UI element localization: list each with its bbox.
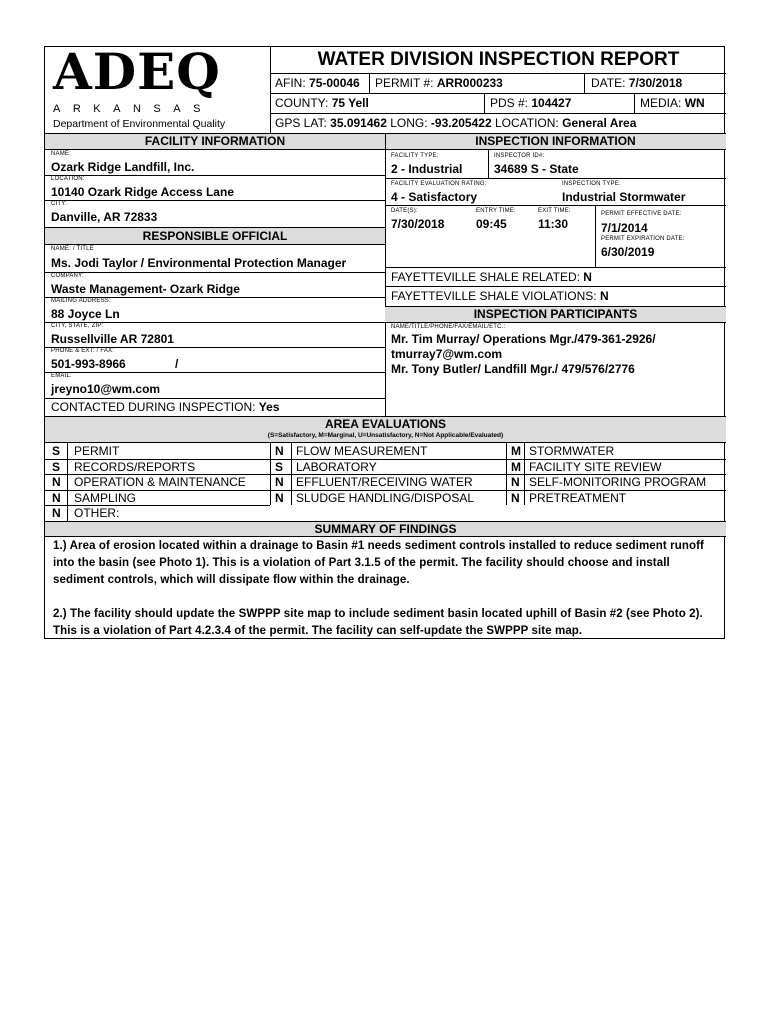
- eval-label: STORMWATER: [529, 444, 615, 458]
- eval-label: PERMIT: [74, 444, 120, 458]
- eval-label: PRETREATMENT: [529, 490, 627, 505]
- eval-label: OPERATION & MAINTENANCE: [74, 475, 246, 490]
- afin-field: AFIN: 75-00046: [275, 76, 360, 90]
- divider: [45, 505, 270, 506]
- divider: [291, 443, 292, 505]
- divider: [45, 398, 385, 399]
- permit-field: PERMIT #: ARR000233: [375, 76, 503, 90]
- report-title: WATER DIVISION INSPECTION REPORT: [317, 49, 680, 70]
- eval-label: RECORDS/REPORTS: [74, 459, 196, 474]
- eval-code: S: [52, 444, 61, 458]
- eval-code: N: [52, 475, 61, 490]
- eval-code: S: [52, 459, 61, 474]
- dates-label: DATE(S):: [391, 208, 418, 214]
- divider: [385, 133, 386, 416]
- divider: [524, 443, 525, 505]
- facility-type-label: FACILITY TYPE:: [391, 153, 439, 159]
- divider: [595, 205, 596, 267]
- eval-code: N: [275, 490, 284, 505]
- official-mailing: 88 Joyce Ln: [51, 307, 120, 321]
- entry-time: 09:45: [476, 217, 507, 231]
- divider: [484, 93, 485, 113]
- divider: [45, 459, 726, 460]
- exit-time: 11:30: [538, 217, 569, 231]
- area-evaluations-heading: [45, 416, 726, 443]
- facility-city-label: CITY:: [51, 201, 68, 207]
- divider: [488, 150, 489, 178]
- eval-label: LABORATORY: [296, 459, 377, 474]
- gps-field: GPS LAT: 35.091462 LONG: -93.205422 LOCATION: General Area: [275, 116, 637, 130]
- divider: [270, 113, 726, 114]
- official-fax-separator: /: [175, 357, 179, 371]
- inspection-type: Industrial Stormwater: [562, 190, 686, 204]
- official-email-label: EMAIL:: [51, 373, 72, 379]
- inspection-type-label: INSPECTION TYPE:: [562, 181, 621, 187]
- participant-line-2: tmurray7@wm.com: [391, 347, 503, 361]
- divider: [385, 178, 726, 179]
- divider: [270, 73, 726, 74]
- inspection-information-heading: INSPECTION INFORMATION: [385, 133, 726, 150]
- official-company-label: COMPANY:: [51, 273, 84, 279]
- divider: [45, 272, 385, 273]
- divider: [385, 205, 726, 206]
- divider: [67, 443, 68, 521]
- divider: [634, 93, 635, 113]
- inspection-report-form: [44, 42, 725, 639]
- inspection-participants-heading: INSPECTION PARTICIPANTS: [385, 306, 726, 323]
- divider: [270, 443, 271, 505]
- date-field: DATE: 7/30/2018: [591, 76, 683, 90]
- eval-code: N: [52, 490, 61, 505]
- inspection-dates: 7/30/2018: [391, 217, 445, 231]
- official-csz-label: CITY, STATE, ZIP:: [51, 323, 104, 329]
- area-evaluations-legend: (S=Satisfactory, M=Marginal, U=Unsatisfactory, N=Not Applicable/Evaluated): [267, 432, 504, 439]
- inspector-id: 34689 S - State: [494, 162, 579, 176]
- eval-code: S: [275, 459, 284, 474]
- eval-label: SAMPLING: [74, 490, 137, 505]
- divider: [45, 175, 385, 176]
- participant-line-3: Mr. Tony Butler/ Landfill Mgr./ 479/576/2776: [391, 362, 635, 376]
- county-field: COUNTY: 75 Yell: [275, 96, 369, 110]
- eval-code: N: [275, 475, 284, 490]
- divider: [45, 474, 726, 475]
- facility-name: Ozark Ridge Landfill, Inc.: [51, 160, 195, 174]
- eval-code: N: [52, 506, 61, 521]
- eval-label: FLOW MEASUREMENT: [296, 444, 428, 458]
- official-phone: 501-993-8966: [51, 357, 126, 371]
- divider: [270, 93, 726, 94]
- facility-city: Danville, AR 72833: [51, 210, 158, 224]
- permit-effective-label: PERMIT EFFECTIVE DATE:: [601, 211, 682, 217]
- official-mailing-label: MAILING ADDRESS:: [51, 298, 111, 304]
- inspector-label: INSPECTOR ID#:: [494, 153, 545, 159]
- participants-label: NAME/TITLE/PHONE/FAX/EMAIL/ETC.:: [391, 324, 506, 330]
- eval-code: N: [511, 490, 520, 505]
- responsible-official-heading: RESPONSIBLE OFFICIAL: [45, 227, 385, 245]
- finding-1: 1.) Area of erosion located within a drainage to Basin #1 needs sediment controls installed to reduce sediment runoff into the basin (see Photo 1). This is a violation of Part 3.1.5 of the permit. The facility should choose and install sediment controls, which will dissipate flow within the drainage.: [53, 540, 704, 586]
- permit-expiration-date: 6/30/2019: [601, 245, 655, 259]
- shale-violations-field: FAYETTEVILLE SHALE VIOLATIONS: N: [391, 289, 609, 303]
- divider: [45, 372, 385, 373]
- permit-expiration-label: PERMIT EXPIRATION DATE:: [601, 236, 685, 242]
- contacted-field: CONTACTED DURING INSPECTION: Yes: [51, 400, 280, 414]
- eval-rating-label: FACILITY EVALUATION RATING:: [391, 181, 487, 187]
- eval-label: FACILITY SITE REVIEW: [529, 459, 662, 474]
- finding-2: 2.) The facility should update the SWPPP site map to include sediment basin located uphill of Basin #2 (see Photo 2). This is a violation of Part 4.2.3.4 of the permit. The facility can self-update the SWPPP site map.: [53, 608, 703, 637]
- official-csz: Russellville AR 72801: [51, 332, 174, 346]
- divider: [385, 286, 726, 287]
- divider: [385, 267, 726, 268]
- facility-location: 10140 Ozark Ridge Access Lane: [51, 185, 234, 199]
- eval-label: SLUDGE HANDLING/DISPOSAL: [296, 490, 475, 505]
- facility-type: 2 - Industrial: [391, 162, 463, 176]
- exit-time-label: EXIT TIME:: [538, 208, 571, 214]
- logo-department-text: Department of Environmental Quality: [53, 118, 226, 130]
- facility-location-label: LOCATION:: [51, 176, 85, 182]
- eval-code: M: [511, 459, 521, 474]
- eval-code: N: [511, 475, 520, 490]
- eval-label: SELF-MONITORING PROGRAM: [529, 475, 707, 490]
- divider: [45, 490, 726, 491]
- official-name-label: NAME: / TITLE: [51, 246, 94, 252]
- logo-state-text: ARKANSAS: [53, 103, 213, 115]
- facility-information-heading: FACILITY INFORMATION: [45, 133, 385, 150]
- divider: [584, 73, 585, 93]
- facility-name-label: NAME:: [51, 151, 72, 157]
- eval-code: M: [511, 444, 521, 458]
- permit-effective-date: 7/1/2014: [601, 221, 648, 235]
- official-name: Ms. Jodi Taylor / Environmental Protection Manager: [51, 256, 347, 270]
- eval-label: OTHER:: [74, 506, 120, 521]
- participant-line-1: Mr. Tim Murray/ Operations Mgr./479-361-2926/: [391, 332, 656, 346]
- area-evaluations-title: AREA EVALUATIONS: [324, 417, 447, 431]
- shale-related-field: FAYETTEVILLE SHALE RELATED: N: [391, 270, 592, 284]
- divider: [369, 73, 370, 93]
- divider: [506, 443, 507, 505]
- divider: [45, 200, 385, 201]
- official-email: jreyno10@wm.com: [51, 382, 161, 396]
- summary-of-findings-heading: SUMMARY OF FINDINGS: [45, 521, 726, 537]
- pds-field: PDS #: 104427: [490, 96, 572, 110]
- eval-label: EFFLUENT/RECEIVING WATER: [296, 475, 473, 490]
- official-company: Waste Management- Ozark Ridge: [51, 282, 240, 296]
- entry-time-label: ENTRY TIME:: [476, 208, 516, 214]
- adeq-logo: ADEQ: [53, 42, 221, 101]
- eval-code: N: [275, 444, 284, 458]
- eval-rating: 4 - Satisfactory: [391, 190, 478, 204]
- official-phone-label: PHONE & EXT: / FAX:: [51, 348, 115, 354]
- media-field: MEDIA: WN: [640, 96, 705, 110]
